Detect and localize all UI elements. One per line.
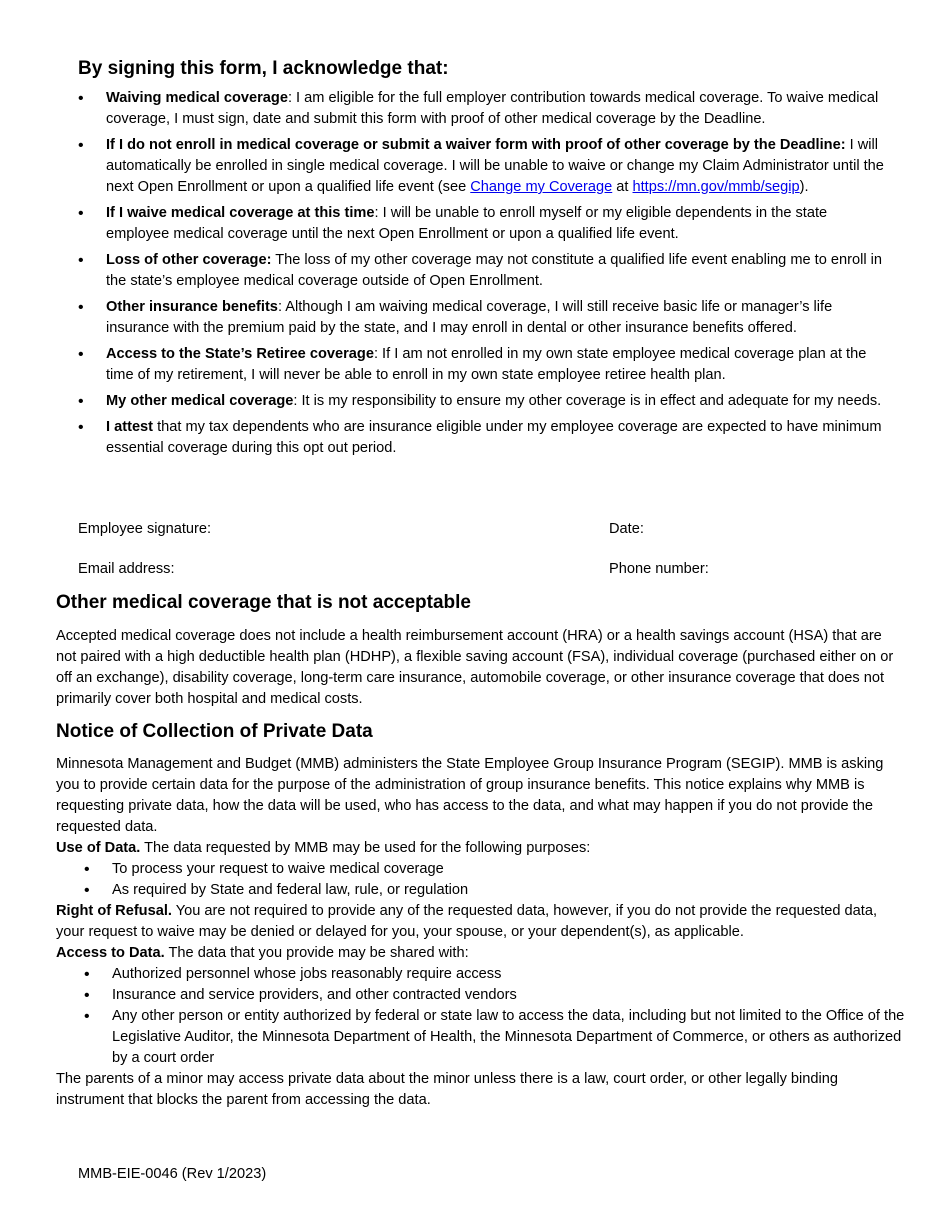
not-acceptable-heading: Other medical coverage that is not acceptable [56, 592, 471, 613]
acknowledge-heading: By signing this form, I acknowledge that: [78, 58, 449, 79]
list-item: • As required by State and federal law, rule, or regulation [84, 880, 906, 901]
acknowledge-list [78, 88, 888, 464]
list-item: • Insurance and service providers, and other contracted vendors [84, 985, 906, 1006]
parents-notice: The parents of a minor may access private data about the minor unless there is a law, court order, or other legally binding instrument that blocks the parent from accessing the data. [56, 1071, 838, 1108]
right-of-refusal: Right of Refusal. You are not required to provide any of the requested data, however, if you do not provide the requested data, your request to waive may be denied or delayed for you, your spouse, or your dependent(s), as applicable. [56, 903, 877, 940]
notice-intro: Minnesota Management and Budget (MMB) administers the State Employee Group Insurance Program (SEGIP). MMB is asking you to provide certain data for the purpose of the administration of group insurance benefits. This notice explains why MMB is requesting private data, how the data will be used, who has access to the data, and what may happen if you do not provide the requested data. [56, 756, 884, 835]
use-of-data: Use of Data. The data requested by MMB may be used for the following purposes: [56, 840, 591, 856]
list-item: • If I do not enroll in medical coverage or submit a waiver form with proof of other coverage by the Deadline: I will automatically be enrolled in single medical coverage. I will be unable to waive or change my Claim Administrator until the next Open Enrollment or upon a qualified life event (see Change my Coverage at https://mn.gov/mmb/segip). [78, 135, 888, 198]
contact-row [78, 561, 888, 581]
list-item: • To process your request to waive medical coverage [84, 859, 906, 880]
access-to-data: Access to Data. The data that you provide may be shared with: [56, 945, 469, 961]
date-field[interactable]: Date: [609, 521, 644, 537]
list-item: • I attest that my tax dependents who are insurance eligible under my employee coverage are expected to have minimum essential coverage during this opt out period. [78, 417, 888, 459]
not-acceptable-body: Accepted medical coverage does not include a health reimbursement account (HRA) or a health savings account (HSA) that are not paired with a high deductible health plan (HDHP), a flexible saving account (FSA), individual coverage (purchased either on or off an exchange), disability coverage, long-term care insurance, automobile coverage, or other insurance coverage that does not primarily cover both hospital and medical costs. [56, 628, 894, 707]
access-to-data-list [56, 964, 906, 1069]
phone-field[interactable]: Phone number: [609, 561, 709, 577]
list-item: • Authorized personnel whose jobs reasonably require access [84, 964, 906, 985]
list-item: • Other insurance benefits: Although I am waiving medical coverage, I will still receive basic life or manager’s life insurance with the premium paid by the state, and I may enroll in dental or other insurance benefits offered. [78, 297, 888, 339]
list-item: • If I waive medical coverage at this time: I will be unable to enroll myself or my eligible dependents in the state employee medical coverage until the next Open Enrollment or upon a qualified life event. [78, 203, 888, 245]
list-item: • Loss of other coverage: The loss of my other coverage may not constitute a qualified life event enabling me to enroll in the state’s employee medical coverage outside of Open Enrollment. [78, 250, 888, 292]
list-item: • Waiving medical coverage: I am eligible for the full employer contribution towards medical coverage. To waive medical coverage, I must sign, date and submit this form with proof of other medical coverage by the Deadline. [78, 88, 888, 130]
use-of-data-list [56, 859, 906, 901]
list-item: • Access to the State’s Retiree coverage: If I am not enrolled in my own state employee medical coverage plan at the time of my retirement, I will never be able to enroll in my own state employee retiree health plan. [78, 344, 888, 386]
change-my-coverage-link[interactable]: Change my Coverage [470, 179, 613, 195]
segip-url-link[interactable]: https://mn.gov/mmb/segip [632, 179, 800, 195]
notice-section [56, 754, 906, 1111]
signature-row [78, 521, 888, 541]
email-field[interactable]: Email address: [78, 561, 175, 577]
notice-heading: Notice of Collection of Private Data [56, 721, 373, 742]
employee-signature-field[interactable]: Employee signature: [78, 521, 212, 537]
list-item: • My other medical coverage: It is my responsibility to ensure my other coverage is in effect and adequate for my needs. [78, 391, 888, 412]
form-number: MMB-EIE-0046 (Rev 1/2023) [78, 1166, 267, 1182]
list-item: • Any other person or entity authorized by federal or state law to access the data, including but not limited to the Office of the Legislative Auditor, the Minnesota Department of Health, the Minnesota Department of Commerce, or others as authorized by a court order [84, 1006, 906, 1069]
